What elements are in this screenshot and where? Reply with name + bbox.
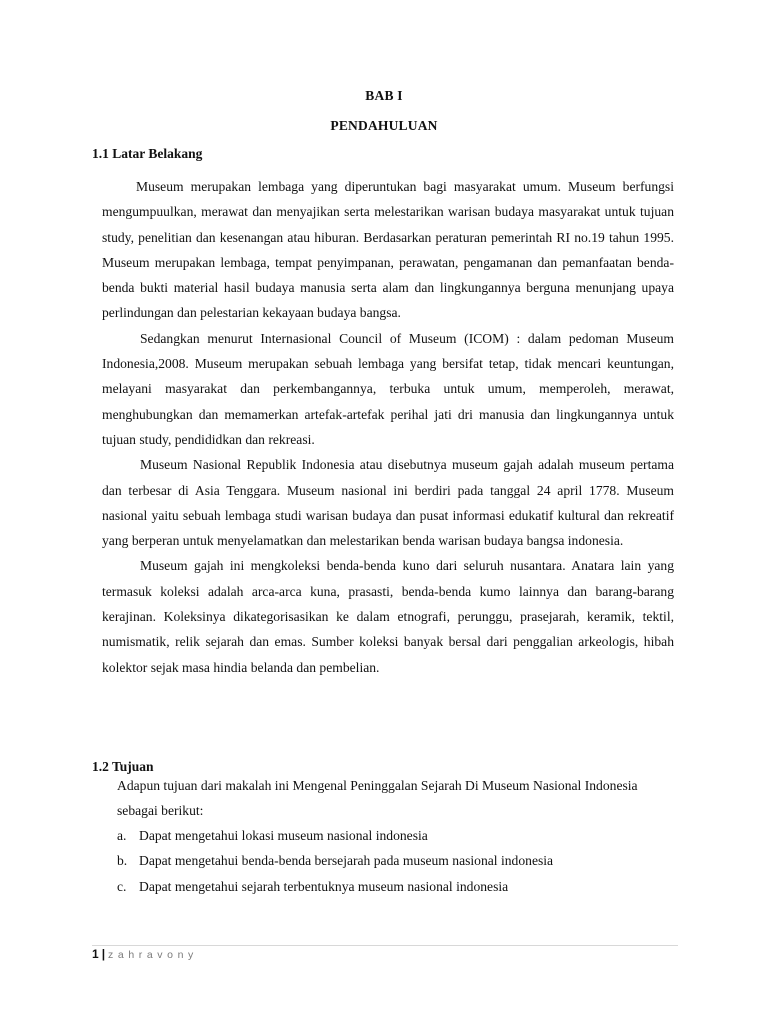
tujuan-intro: Adapun tujuan dari makalah ini Mengenal Peninggalan Sejarah Di Museum Nasional Indonesia sebagai berikut: xyxy=(117,778,638,819)
paragraph: Sedangkan menurut Internasional Council of Museum (ICOM) : dalam pedoman Museum Indonesia,2008. Museum merupakan sebuah lembaga yang bersifat tetap, tidak mencari keuntungan, melayani masyarakat dan perkembangannya, terbuka untuk umum, memperoleh, merawat, menghubungkan dan memamerkan artefak-artefak perihal jati dri manusia dan lingkungannya untuk tujuan study, pendididkan dan rekreasi. xyxy=(102,330,674,447)
list-item xyxy=(117,848,677,873)
list-item xyxy=(117,874,677,899)
section-heading-tujuan: 1.2 Tujuan xyxy=(92,759,154,774)
page-footer xyxy=(92,947,198,961)
footer-separator: | xyxy=(101,947,106,961)
footer-divider xyxy=(92,945,678,946)
list-marker: c. xyxy=(117,878,127,894)
paragraph: Museum gajah ini mengkoleksi benda-benda kuno dari seluruh nusantara. Anatara lain yang termasuk koleksi adalah arca-arca kuna, prasasti, benda-benda kumo lainnya dan barang-barang kerajinan. Koleksinya dikategorisasikan ke dalam etnografi, perunggu, prasejarah, keramik, tektil, numismatik, relik sejarah dan emas. Sumber koleksi banyak bersal dari penggalian arkeologis, hibah kolektor sejak masa hindia belanda dan pembelian. xyxy=(102,558,674,675)
list-item-text: Dapat mengetahui sejarah terbentuknya museum nasional indonesia xyxy=(139,878,509,894)
list-marker: b. xyxy=(117,853,128,869)
tujuan-list xyxy=(117,823,677,899)
paragraph: Museum Nasional Republik Indonesia atau disebutnya museum gajah adalah museum pertama dan terbesar di Asia Tenggara. Museum nasional ini berdiri pada tanggal 24 april 1778. Museum nasional yaitu sebuah lembaga studi warisan budaya dan pusat informasi edukatif kultural dan rekreatif yang berperan untuk menyelamatkan dan melestarikan benda warisan budaya bangsa indonesia. xyxy=(102,457,674,549)
footer-author: zahravony xyxy=(108,949,198,961)
list-marker: a. xyxy=(117,828,127,843)
chapter-title: PENDAHULUAN xyxy=(330,118,438,133)
section-heading-latar-belakang: 1.1 Latar Belakang xyxy=(92,146,203,161)
section-body-latar-belakang xyxy=(102,174,674,680)
list-item-text: Dapat mengetahui benda-benda bersejarah pada museum nasional indonesia xyxy=(139,853,554,869)
chapter-label: BAB I xyxy=(365,88,403,103)
list-item xyxy=(117,823,677,848)
list-item-text: Dapat mengetahui lokasi museum nasional indonesia xyxy=(139,828,428,843)
paragraph: Museum merupakan lembaga yang diperuntukan bagi masyarakat umum. Museum berfungsi mengumpuulkan, merawat dan menyajikan serta melestarikan warisan budaya masyarakat untuk tujuan study, penelitian dan kesenangan atau hiburan. Berdasarkan peraturan pemerintah RI no.19 tahun 1995. Museum merupakan lembaga, tempat penyimpanan, perawatan, pengamanan dan pemanfaatan benda-benda bukti material hasil budaya manusia serta alam dan lingkungannya berguna menunjang upaya perlindungan dan pelestarian kekayaan budaya bangsa. xyxy=(102,179,674,321)
page-number: 1 xyxy=(92,947,99,961)
